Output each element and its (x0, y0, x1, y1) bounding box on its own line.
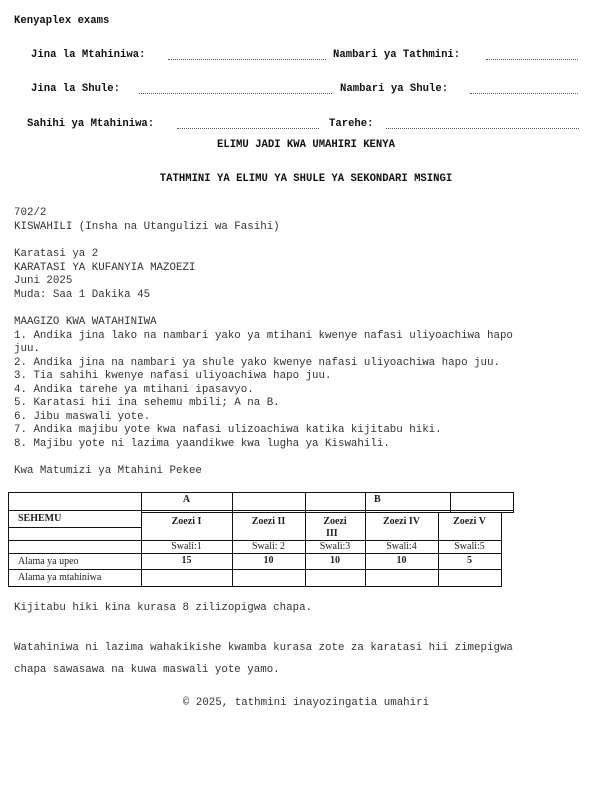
assessment-number-label: Nambari ya Tathmini: (333, 49, 461, 61)
section-b-label: B (374, 494, 381, 505)
school-number-label: Nambari ya Shule: (340, 83, 449, 95)
candidate-marks-1[interactable] (141, 570, 232, 586)
instruction-item: 8. Majibu yote ni lazima yaandikwe kwa lugha ya Kiswahili. (14, 438, 390, 450)
examiner-use-label: Kwa Matumizi ya Mtahini Pekee (14, 465, 202, 477)
instruction-item: 1. Andika jina lako na nambari yako ya mtihani kwenye nafasi uliyoachiwa hapo (14, 330, 513, 342)
instruction-item: 2. Andika jina na nambari ya shule yako kwenye nafasi uliyoachiwa hapo juu. (14, 357, 500, 369)
title-line-1: ELIMU JADI KWA UMAHIRI KENYA (216, 139, 395, 151)
swali-3: Swali:3 (319, 541, 351, 552)
candidate-name-label: Jina la Mtahiniwa: (31, 49, 146, 61)
instruction-item: 3. Tia sahihi kwenye nafasi uliyoachiwa hapo juu. (14, 370, 332, 382)
paper-subject: KISWAHILI (Insha na Utangulizi wa Fasihi) (14, 221, 280, 233)
check-note-line-1: Watahiniwa ni lazima wahakikishe kwamba kurasa zote za karatasi hii zimepigwa (14, 642, 513, 654)
instruction-item: 4. Andika tarehe ya mtihani ipasavyo. (14, 384, 254, 396)
candidate-marks-5[interactable] (438, 570, 501, 586)
candidate-marks-label: Alama ya mtahiniwa (18, 572, 102, 583)
instruction-item: 7. Andika majibu yote kwa nafasi ulizoachiwa katika kijitabu hiki. (14, 424, 442, 436)
max-marks-2: 10 (263, 555, 274, 566)
title-line-2: TATHMINI YA ELIMU YA SHULE YA SEKONDARI MSINGI (159, 173, 453, 185)
paper-type: KARATASI YA KUFANYIA MAZOEZI (14, 262, 196, 274)
instruction-item: 5. Karatasi hii ina sehemu mbili; A na B. (14, 397, 280, 409)
column-title-zoezi-2: Zoezi II (251, 516, 286, 527)
instruction-item: juu. (14, 343, 40, 355)
paper-number: Karatasi ya 2 (14, 248, 99, 260)
max-marks-3: 10 (330, 555, 340, 566)
candidate-marks-2[interactable] (232, 570, 305, 586)
swali-2: Swali: 2 (251, 541, 286, 552)
brand-text: Kenyaplex exams (14, 15, 110, 27)
swali-5: Swali:5 (454, 541, 485, 552)
max-marks-label: Alama ya upeo (18, 556, 79, 567)
column-title-zoezi-3-numeral: III (326, 528, 338, 539)
max-marks-5: 5 (467, 555, 472, 566)
swali-4: Swali:4 (386, 541, 417, 552)
copyright-text: © 2025, tathmini inayozingatia umahiri (182, 697, 430, 709)
max-marks-4: 10 (396, 555, 407, 566)
column-title-zoezi-1: Zoezi I (171, 516, 202, 527)
swali-1: Swali:1 (171, 541, 202, 552)
candidate-marks-3[interactable] (305, 570, 365, 586)
instructions-heading: MAAGIZO KWA WATAHINIWA (14, 316, 157, 328)
paper-date: Juni 2025 (14, 275, 73, 287)
column-title-zoezi-3: Zoezi (323, 516, 347, 527)
pages-note: Kijitabu hiki kina kurasa 8 zilizopigwa chapa. (14, 602, 313, 614)
candidate-marks-4[interactable] (365, 570, 438, 586)
paper-code: 702/2 (14, 207, 47, 219)
instruction-item: 6. Jibu maswali yote. (14, 411, 151, 423)
signature-label: Sahihi ya Mtahiniwa: (27, 118, 155, 130)
check-note-line-2: chapa sawasawa na kuwa maswali yote yamo. (14, 664, 280, 676)
column-title-zoezi-4: Zoezi IV (383, 516, 420, 527)
column-title-zoezi-5: Zoezi V (453, 516, 486, 527)
sehemu-label: SEHEMU (18, 513, 62, 524)
max-marks-1: 15 (181, 555, 192, 566)
school-name-label: Jina la Shule: (31, 83, 121, 95)
date-label: Tarehe: (329, 118, 374, 130)
section-a-label: A (182, 494, 191, 505)
paper-duration: Muda: Saa 1 Dakika 45 (14, 289, 151, 301)
